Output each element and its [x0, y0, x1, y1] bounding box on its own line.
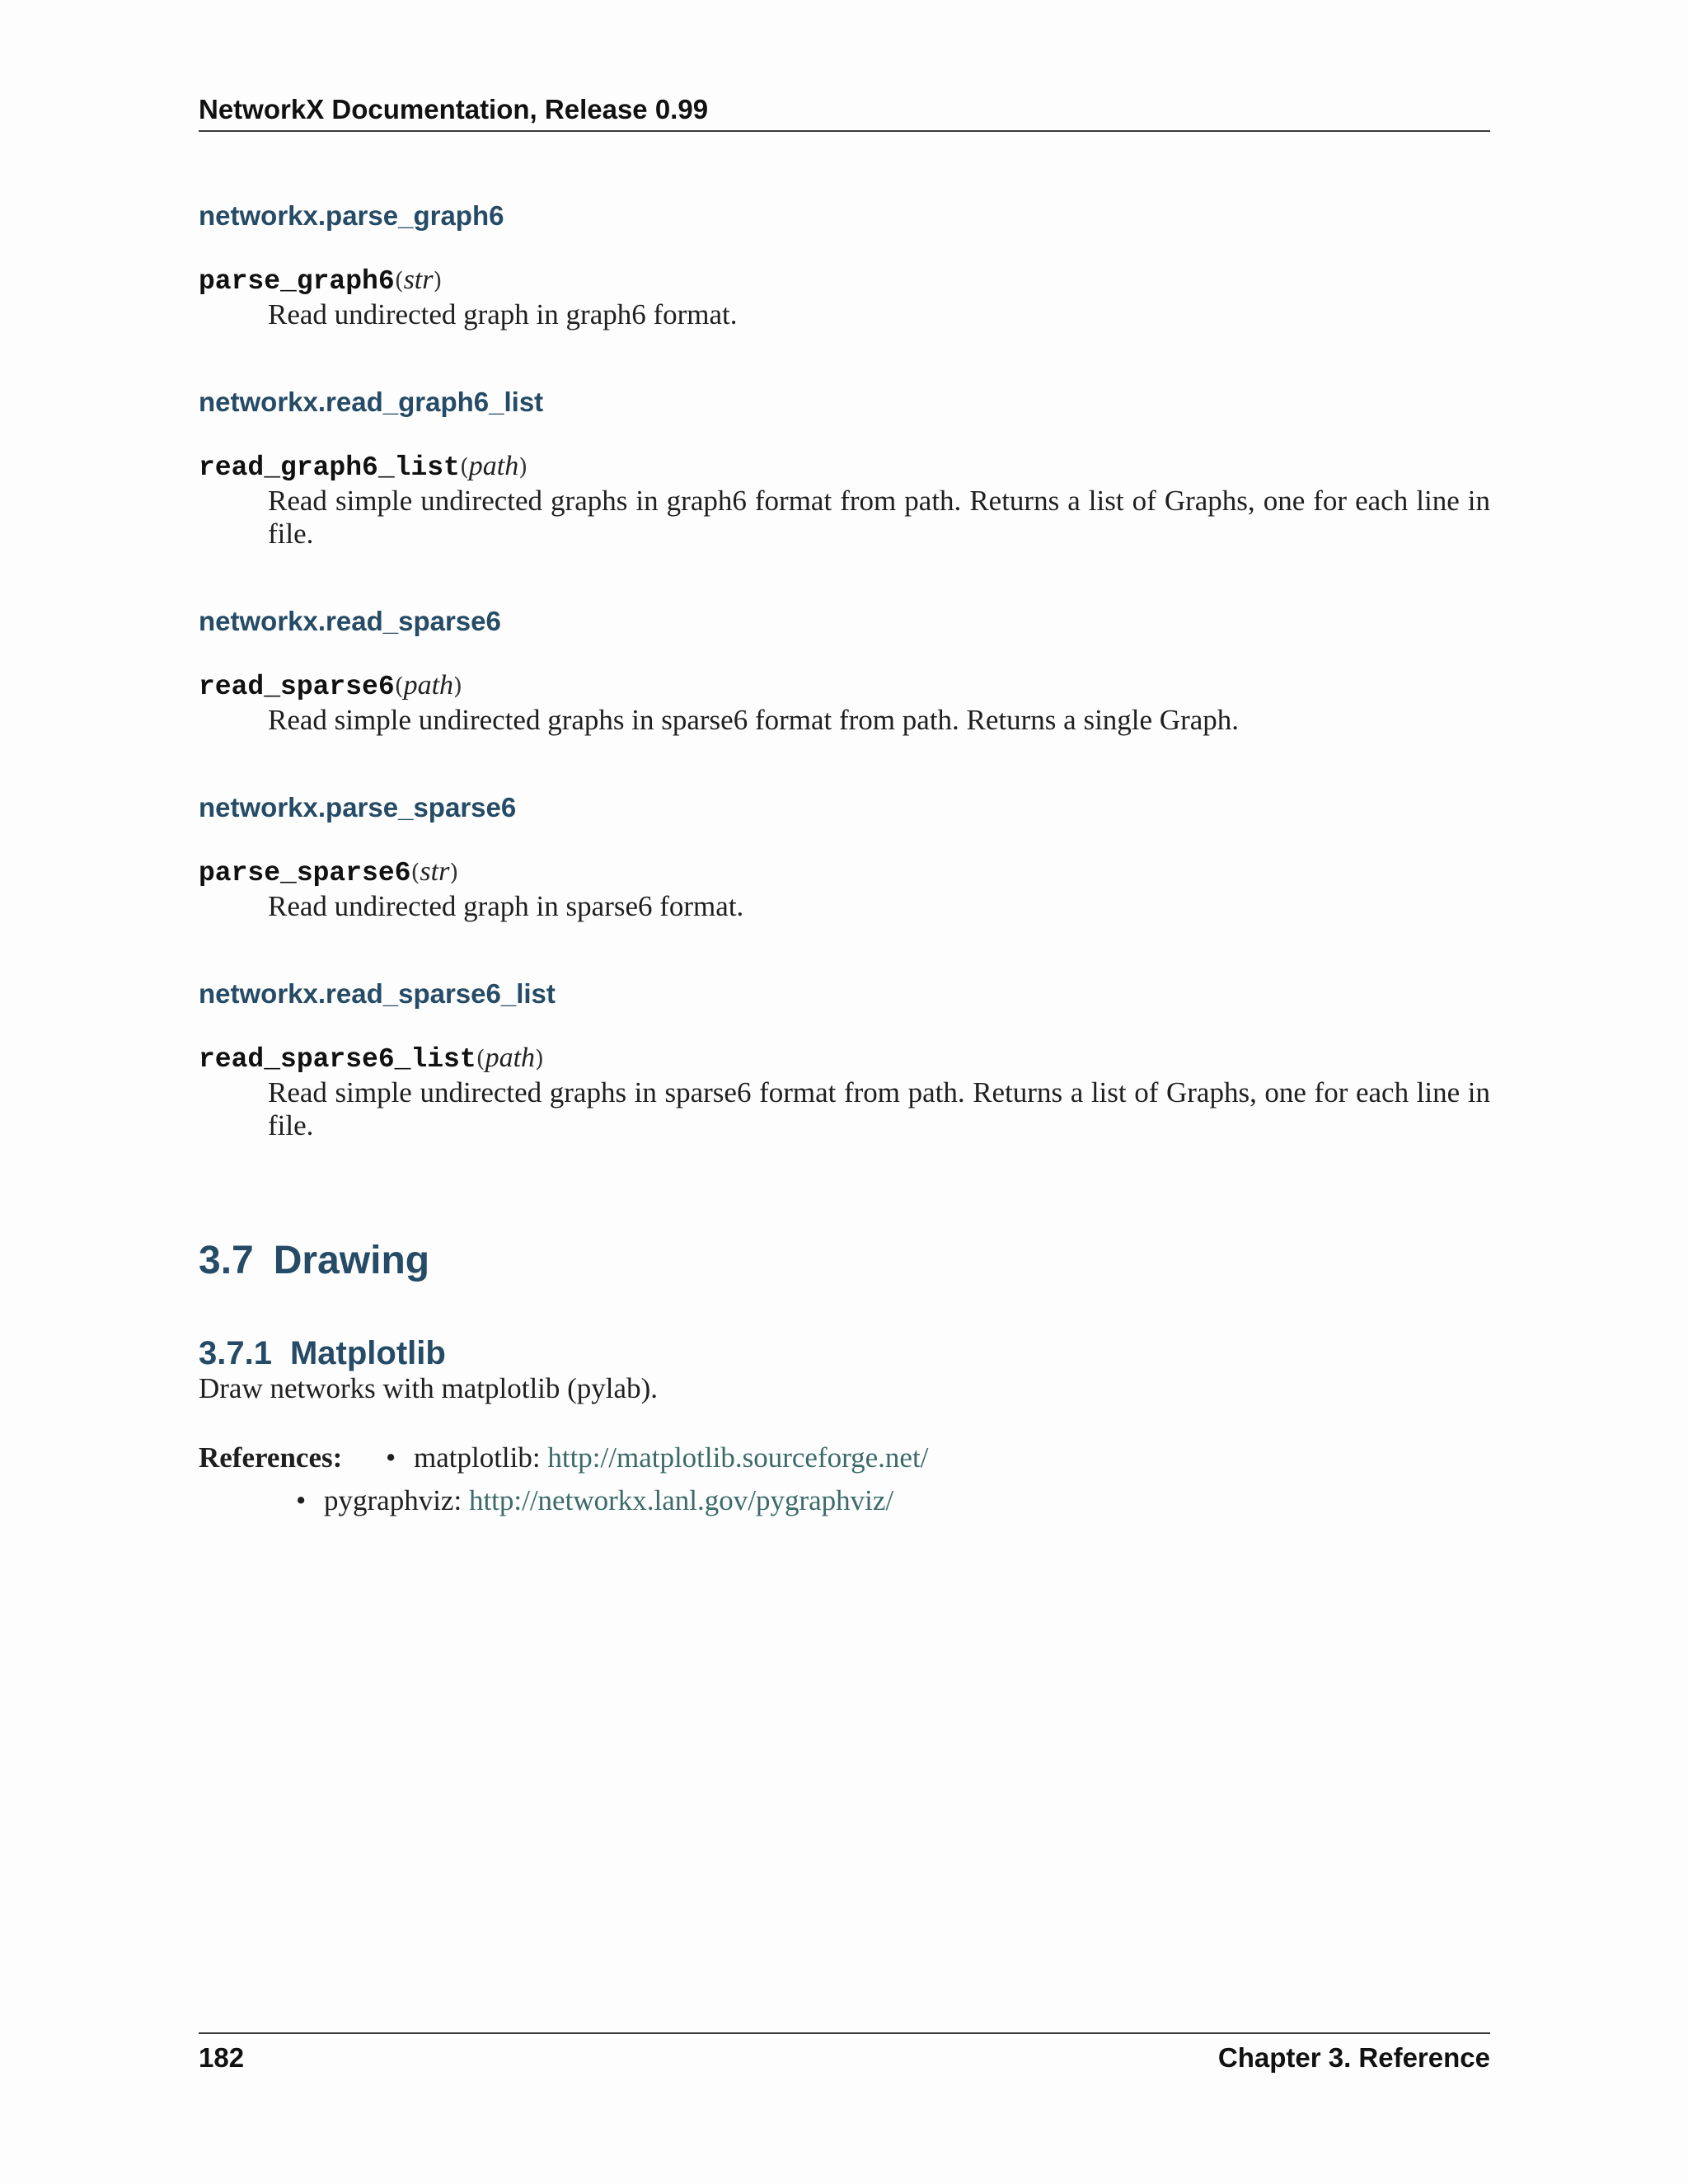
bullet-icon: •: [296, 1484, 307, 1516]
close-paren: ): [535, 1045, 544, 1072]
function-description: Read undirected graph in graph6 format.: [268, 298, 738, 330]
section-number: 3.7: [199, 1238, 254, 1282]
function-description: Read undirected graph in sparse6 format.: [268, 890, 744, 922]
function-name: parse_graph6: [199, 266, 395, 297]
entry-heading: networkx.read_sparse6: [199, 606, 501, 636]
reference-link[interactable]: http://matplotlib.sourceforge.net/: [547, 1441, 929, 1474]
function-signature: [199, 263, 1490, 298]
entry-heading: networkx.parse_sparse6: [199, 792, 517, 823]
bullet-icon: •: [386, 1441, 396, 1474]
section-title-text: Drawing: [273, 1238, 430, 1282]
close-paren: ): [433, 267, 443, 294]
intro-paragraph: Draw networks with matplotlib (pylab).: [199, 1372, 658, 1404]
function-description: Read simple undirected graphs in sparse6 format from path. Returns a single Graph.: [268, 704, 1240, 736]
function-description: Read simple undirected graphs in sparse6 format from path. Returns a list of Graphs, one for each line in file.: [268, 1076, 1490, 1141]
function-signature: [199, 1041, 1490, 1076]
api-entry-read-sparse6: [199, 604, 1490, 737]
section-title: [199, 1236, 429, 1286]
chapter-title: Chapter 3. Reference: [1217, 2042, 1490, 2073]
open-paren: (: [410, 859, 420, 886]
entry-heading: networkx.read_sparse6_list: [199, 978, 556, 1009]
function-signature: [199, 449, 1490, 485]
api-entry-read-sparse6-list: [199, 977, 1490, 1142]
references-label: References:: [199, 1441, 343, 1474]
function-argument: path: [468, 451, 519, 481]
running-header-title: NetworkX Documentation, Release 0.99: [199, 94, 709, 124]
function-name: read_sparse6_list: [199, 1044, 476, 1075]
reference-item: [386, 1441, 928, 1475]
document-page: [199, 0, 1490, 2184]
open-paren: (: [476, 1045, 485, 1072]
close-paren: ): [449, 859, 459, 886]
api-entry-parse-graph6: [199, 199, 1490, 331]
function-name: read_sparse6: [199, 672, 395, 702]
function-argument: path: [403, 670, 454, 701]
function-argument: str: [420, 856, 450, 887]
page-number: 182: [199, 2042, 245, 2073]
function-signature: [199, 855, 1490, 890]
entry-heading: networkx.read_graph6_list: [199, 387, 544, 417]
subsection-title: [199, 1333, 446, 1374]
running-footer: [199, 2032, 1490, 2075]
subsection-title-text: Matplotlib: [289, 1335, 446, 1371]
function-name: read_graph6_list: [199, 452, 460, 483]
function-description: Read simple undirected graphs in graph6 format from path. Returns a list of Graphs, one for each line in file.: [268, 485, 1490, 550]
open-paren: (: [459, 453, 469, 480]
close-paren: ): [453, 673, 462, 700]
function-argument: str: [403, 265, 434, 295]
close-paren: ): [518, 453, 528, 480]
reference-link[interactable]: http://networkx.lanl.gov/pygraphviz/: [468, 1484, 894, 1516]
api-entry-read-graph6-list: [199, 385, 1490, 551]
running-header: [199, 92, 1490, 132]
function-signature: [199, 668, 1490, 704]
subsection-number: 3.7.1: [199, 1335, 272, 1371]
open-paren: (: [394, 267, 404, 294]
function-name: parse_sparse6: [199, 858, 411, 888]
reference-item: [296, 1483, 893, 1518]
function-argument: path: [485, 1043, 536, 1073]
entry-heading: networkx.parse_graph6: [199, 200, 504, 231]
api-entry-parse-sparse6: [199, 790, 1490, 923]
reference-name: pygraphviz:: [324, 1484, 462, 1516]
open-paren: (: [394, 673, 404, 700]
reference-name: matplotlib:: [414, 1441, 541, 1474]
